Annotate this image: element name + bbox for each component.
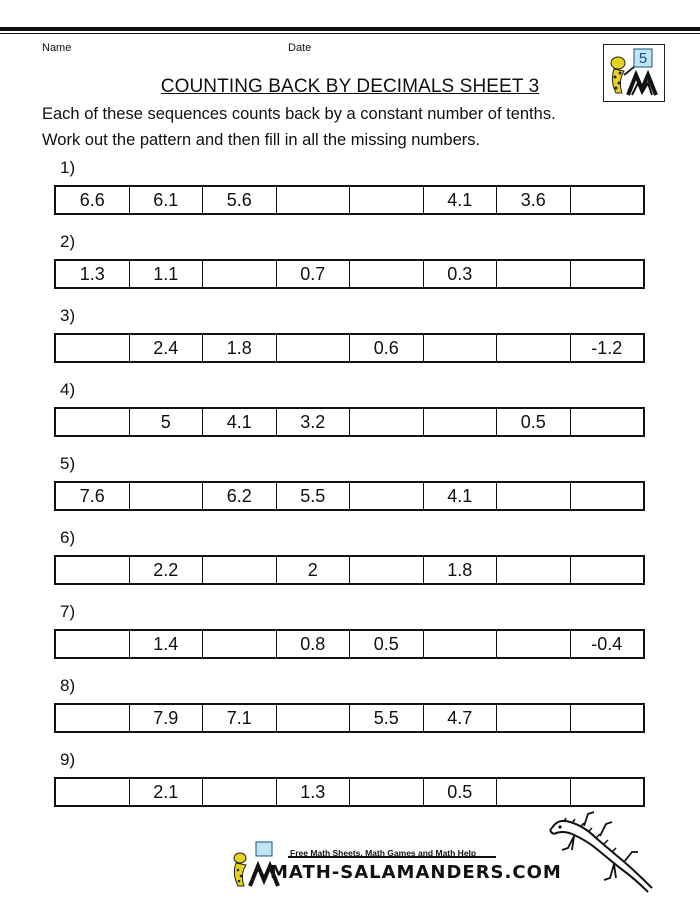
sequence-cell[interactable] (56, 705, 130, 731)
sequence-cell[interactable]: 5.5 (350, 705, 424, 731)
sequence-cell[interactable] (56, 335, 130, 361)
sequence-cell[interactable]: 7.9 (130, 705, 204, 731)
question-2-sequence (54, 259, 645, 289)
sequence-cell[interactable]: 2 (277, 557, 351, 583)
sequence-cell[interactable]: -0.4 (591, 633, 623, 654)
sequence-cell[interactable] (350, 409, 424, 435)
sequence-cell[interactable] (350, 261, 424, 287)
question-4-sequence (54, 407, 645, 437)
sequence-cell[interactable] (277, 335, 351, 361)
question-6-label: 6) (60, 528, 76, 547)
sequence-cell[interactable]: 2.2 (130, 557, 204, 583)
sequence-cell[interactable]: 7.6 (56, 483, 130, 509)
sequence-cell[interactable] (424, 409, 498, 435)
footer-site-name[interactable]: MATH-SALAMANDERS.COM (270, 862, 562, 883)
sequence-cell[interactable] (424, 631, 498, 657)
sequence-cell[interactable]: 6.6 (56, 187, 130, 213)
sequence-cell[interactable]: 0.8 (277, 631, 351, 657)
question-5-sequence (54, 481, 645, 511)
question-3-sequence (54, 333, 645, 363)
sequence-cell[interactable] (350, 779, 424, 805)
sequence-cell[interactable]: 6.2 (203, 483, 277, 509)
question-5-label: 5) (60, 454, 76, 473)
sequence-cell[interactable]: 0.3 (424, 261, 498, 287)
sequence-cell[interactable] (497, 705, 571, 731)
sequence-cell[interactable] (571, 483, 644, 509)
sequence-cell[interactable] (571, 779, 644, 805)
question-6-sequence (54, 555, 645, 585)
sequence-cell[interactable]: 1.8 (203, 335, 277, 361)
sequence-cell[interactable]: 6.1 (130, 187, 204, 213)
question-7-label: 7) (60, 602, 76, 621)
sequence-cell[interactable] (350, 483, 424, 509)
sequence-cell[interactable] (497, 557, 571, 583)
sequence-cell[interactable]: 4.7 (424, 705, 498, 731)
sequence-cell[interactable]: 3.2 (277, 409, 351, 435)
question-8-label: 8) (60, 676, 76, 695)
sequence-cell[interactable]: 1.4 (130, 631, 204, 657)
sequence-cell[interactable]: 5.5 (277, 483, 351, 509)
sequence-cell[interactable]: 5.6 (203, 187, 277, 213)
sequence-cell[interactable] (571, 187, 644, 213)
sequence-cell[interactable] (571, 705, 644, 731)
instruction-line-1: Each of these sequences counts back by a constant number of tenths. (42, 105, 556, 123)
sequence-cell[interactable]: 4.1 (424, 187, 498, 213)
sequence-cell[interactable] (56, 409, 130, 435)
question-3-label: 3) (60, 306, 76, 325)
sequence-cell[interactable] (277, 705, 351, 731)
sequence-cell[interactable]: 0.5 (424, 779, 498, 805)
sequence-cell[interactable]: 7.1 (203, 705, 277, 731)
sequence-cell[interactable] (497, 335, 571, 361)
sequence-cell[interactable]: 1.1 (130, 261, 204, 287)
sequence-cell[interactable] (497, 261, 571, 287)
sequence-cell[interactable] (571, 409, 644, 435)
sequence-cell[interactable] (56, 557, 130, 583)
date-label: Date (288, 42, 312, 54)
sequence-cell[interactable]: -1.2 (591, 337, 623, 358)
sequence-cell[interactable] (203, 631, 277, 657)
sequence-cell[interactable]: 5 (130, 409, 204, 435)
sequence-cell[interactable] (130, 483, 204, 509)
logo-badge-number: 5 (638, 50, 648, 67)
sequence-cell[interactable]: 2.1 (130, 779, 204, 805)
top-rule (0, 27, 700, 31)
question-8-sequence (54, 703, 645, 733)
sequence-cell[interactable] (497, 483, 571, 509)
sequence-cell[interactable]: 1.8 (424, 557, 498, 583)
name-label: Name (42, 42, 72, 54)
question-2-label: 2) (60, 232, 76, 251)
sequence-cell[interactable]: 0.7 (277, 261, 351, 287)
sequence-cell[interactable] (56, 631, 130, 657)
sequence-cell[interactable] (56, 779, 130, 805)
sequence-cell[interactable] (424, 335, 498, 361)
sequence-cell[interactable]: 0.5 (350, 631, 424, 657)
sequence-cell[interactable] (350, 557, 424, 583)
sequence-cell[interactable] (203, 261, 277, 287)
sequence-cell[interactable] (497, 779, 571, 805)
sequence-cell[interactable] (203, 779, 277, 805)
question-9-label: 9) (60, 750, 76, 769)
sequence-cell[interactable]: 2.4 (130, 335, 204, 361)
sequence-cell[interactable] (277, 187, 351, 213)
sequence-cell[interactable]: 4.1 (424, 483, 498, 509)
sequence-cell[interactable]: 4.1 (203, 409, 277, 435)
question-4-label: 4) (60, 380, 76, 399)
sequence-cell[interactable]: 0.6 (350, 335, 424, 361)
question-1-label: 1) (60, 158, 76, 177)
sequence-cell[interactable]: 0.5 (497, 409, 571, 435)
sequence-cell[interactable]: 1.3 (277, 779, 351, 805)
sequence-cell[interactable]: 1.3 (56, 261, 130, 287)
sequence-cell[interactable] (203, 557, 277, 583)
question-9-sequence (54, 777, 645, 807)
footer-tagline: Free Math Sheets, Math Games and Math Help (290, 848, 477, 858)
salamander-illustration (544, 808, 660, 898)
question-7-sequence (54, 629, 645, 659)
sequence-cell[interactable] (571, 261, 644, 287)
page-title: COUNTING BACK BY DECIMALS SHEET 3 (160, 76, 540, 97)
sequence-cell[interactable] (497, 631, 571, 657)
instruction-line-2: Work out the pattern and then fill in all the missing numbers. (42, 131, 481, 149)
question-1-sequence (54, 185, 645, 215)
sequence-cell[interactable] (571, 557, 644, 583)
top-rule-thin (0, 33, 700, 34)
sequence-cell[interactable]: 3.6 (497, 187, 571, 213)
sequence-cell[interactable] (350, 187, 424, 213)
